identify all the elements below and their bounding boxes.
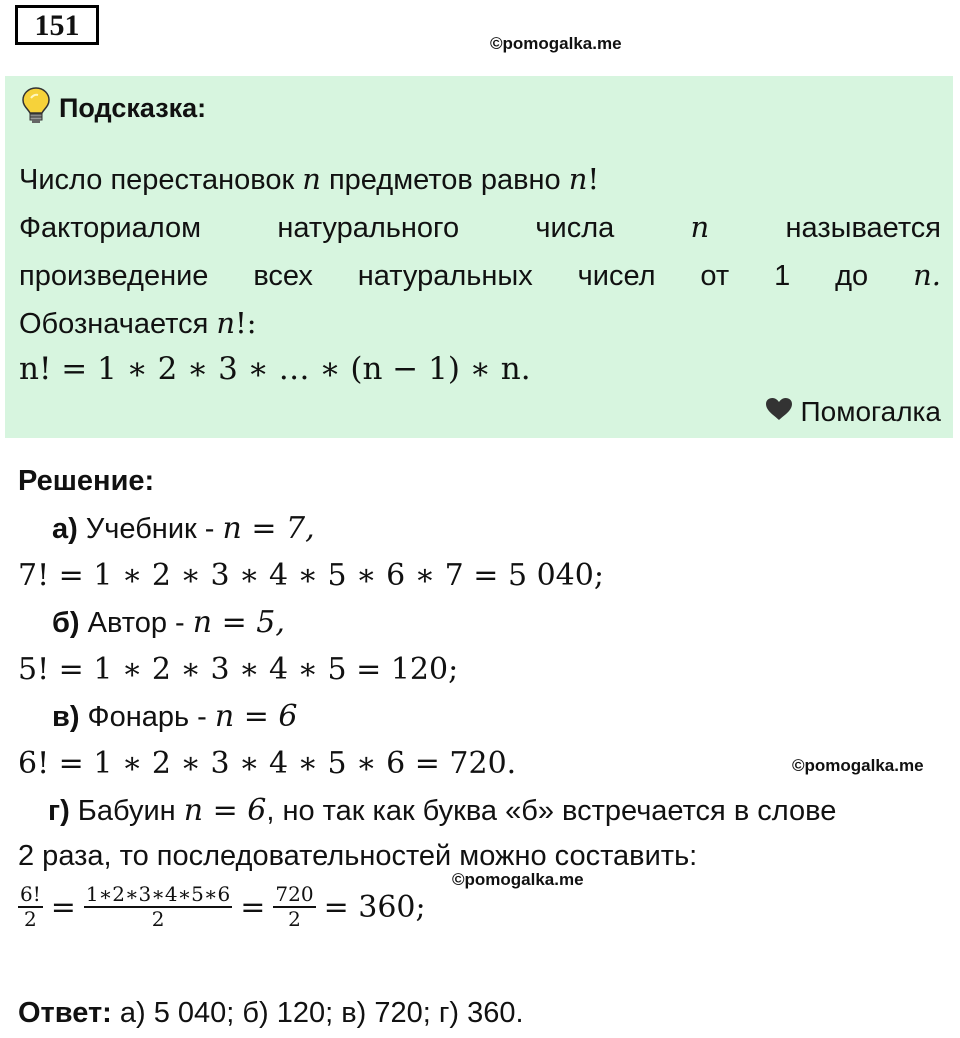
part-c-calc: 6! = 1 ∗ 2 ∗ 3 ∗ 4 ∗ 5 ∗ 6 = 720. [18,746,517,781]
part-d-line2: 2 раза, то последовательностей можно составить: [18,840,698,872]
answer: Ответ: а) 5 040; б) 120; в) 720; г) 360. [18,997,524,1029]
hint-line-3: произведение всех натуральных чисел от 1 до n. [19,258,941,292]
hint-line-2: Факториалом натурального числа n называется [19,210,941,244]
signature [765,396,941,428]
part-c: в) Фонарь - n = 6 [52,699,298,734]
solution-heading: Решение: [18,465,155,497]
watermark: ©pomogalka.me [452,870,584,889]
watermark: ©pomogalka.me [490,34,622,53]
part-a-calc: 7! = 1 ∗ 2 ∗ 3 ∗ 4 ∗ 5 ∗ 6 ∗ 7 = 5 040; [18,558,604,593]
fraction-2: $\frac{1∗2∗3∗4∗5∗6}{2}$ [85,882,231,931]
part-d-fractions: $\frac{6!}{2}$ = $\frac{1∗2∗3∗4∗5∗6}{2}$ = $\frac{720}{2}$ = 360; [20,882,426,931]
part-d: г) Бабуин n = 6, но так как буква «б» встречается в слове [48,793,837,828]
heart-icon [765,396,793,428]
hint-title-text: Подсказка: [59,93,207,123]
factorial-formula: n! = 1 ∗ 2 ∗ 3 ∗ … ∗ (n − 1) ∗ n. [19,351,531,387]
part-a: а) Учебник - n = 7, [52,511,315,546]
hint-box [5,76,953,438]
part-b-calc: 5! = 1 ∗ 2 ∗ 3 ∗ 4 ∗ 5 = 120; [18,652,459,687]
lightbulb-icon [21,86,51,131]
hint-title [21,86,206,131]
hint-line-4: Обозначается n!: [19,306,257,340]
part-b: б) Автор - n = 5, [52,605,285,640]
task-number: 151 [15,5,99,45]
signature-text: Помогалка [800,396,941,427]
watermark: ©pomogalka.me [792,756,924,775]
fraction-1: $\frac{6!}{2}$ [20,882,41,931]
fraction-3: $\frac{720}{2}$ [275,882,314,931]
hint-line-1: Число перестановок n предметов равно n! [19,162,600,196]
hint-text [19,156,941,348]
